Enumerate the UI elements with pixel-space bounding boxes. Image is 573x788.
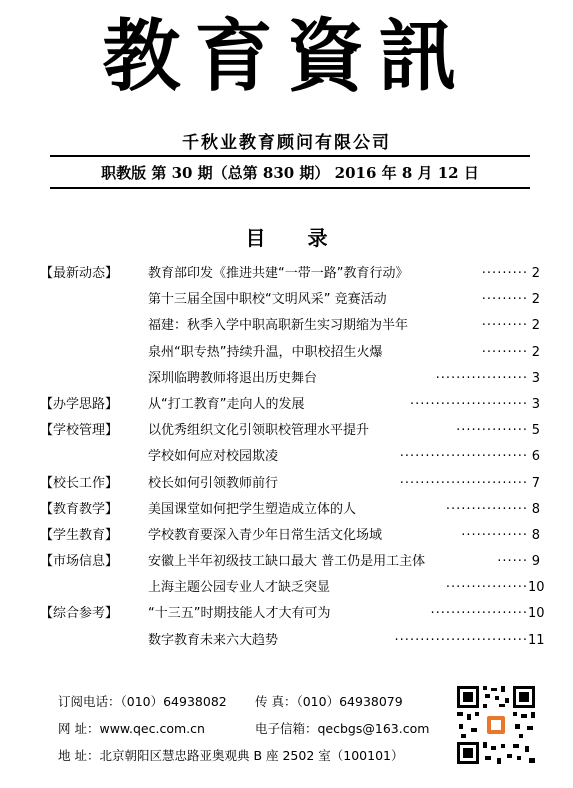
- issue-line: [50, 155, 530, 189]
- toc-leader: ·········: [481, 266, 528, 281]
- toc-entry-title: 数字教育未来六大趋势: [148, 632, 279, 648]
- toc-page-number: 8: [531, 527, 540, 543]
- toc-heading-char-2: 录: [307, 226, 328, 250]
- toc-leader: ················: [445, 580, 528, 596]
- toc-heading: [0, 222, 573, 251]
- toc-leader: ·········: [481, 344, 528, 360]
- contact-email[interactable]: 电子信箱：qecbgs@163.com: [255, 721, 430, 736]
- toc-row[interactable]: [40, 395, 540, 421]
- toc-page-number: 8: [531, 501, 540, 517]
- toc-row[interactable]: [40, 500, 540, 526]
- toc-row[interactable]: [40, 578, 545, 604]
- toc-leader: ···················: [430, 606, 528, 622]
- toc-row[interactable]: [40, 343, 540, 369]
- website-url[interactable]: 网 址：www.qec.com.cn: [58, 721, 205, 736]
- toc-entry-title: 安徽上半年初级技工缺口最大 普工仍是用工主体: [148, 554, 426, 570]
- toc-category: 【市场信息】: [40, 554, 119, 570]
- toc-category: 【校长工作】: [40, 475, 119, 491]
- toc-entry-title: 深圳临聘教师将退出历史舞台: [148, 370, 318, 386]
- toc-leader: ················: [445, 501, 528, 517]
- toc-page-number: 5: [531, 423, 540, 439]
- toc-page-number: 6: [531, 449, 540, 465]
- toc-page-number: 2: [531, 344, 540, 360]
- toc-page-number: 11: [528, 632, 545, 648]
- toc-category: 【学生教育】: [40, 527, 119, 543]
- toc-leader: ··················: [435, 370, 528, 386]
- qr-code-icon: [455, 684, 537, 766]
- toc-page-number: 3: [531, 370, 540, 386]
- toc-entry-title: 教育部印发《推进共建“一带一路”教育行动》: [148, 266, 409, 281]
- toc-leader: ······: [497, 554, 528, 570]
- toc-page-number: 2: [531, 292, 540, 308]
- toc-category: 【综合参考】: [40, 606, 119, 622]
- toc-entry-title: “十三五”时期技能人才大有可为: [148, 606, 331, 622]
- toc-row[interactable]: [40, 421, 540, 447]
- toc-entry-title: 学校如何应对校园欺凌: [148, 449, 279, 465]
- issue-info: 职教版 第 30 期（总第 830 期） 2016 年 8 月 12 日: [101, 163, 479, 182]
- toc-entry-title: 第十三届全国中职校“文明风采” 竞赛活动: [148, 292, 387, 308]
- toc-page-number: 10: [528, 606, 545, 622]
- toc-page-number: 10: [528, 580, 545, 596]
- toc-leader: ·············: [461, 527, 528, 543]
- toc-row[interactable]: [40, 369, 540, 395]
- toc-page-number: 3: [531, 396, 540, 412]
- toc-leader: ·························: [399, 475, 528, 491]
- toc-entry-title: 校长如何引领教师前行: [148, 475, 279, 491]
- toc-entry-title: 学校教育要深入青少年日常生活文化场域: [148, 527, 383, 543]
- toc-heading-char-1: 目: [245, 226, 266, 250]
- masthead-title: 教育資訊: [102, 11, 471, 102]
- toc-row[interactable]: [40, 604, 545, 630]
- toc-entry-title: 福建：秋季入学中职高职新生实习期缩为半年: [148, 318, 409, 334]
- toc-category: 【最新动态】: [40, 266, 119, 281]
- postal-address: 地 址：北京朝阳区慧忠路亚奥观典 B 座 2502 室（100101）: [58, 748, 404, 763]
- toc-page-number: 2: [531, 266, 540, 281]
- toc-row[interactable]: [40, 316, 540, 342]
- toc-row[interactable]: [40, 474, 540, 500]
- fax-number: 传 真：（010）64938079: [255, 694, 403, 709]
- toc-leader: ··············: [456, 423, 528, 439]
- toc-entry-title: 美国课堂如何把学生塑造成立体的人: [148, 501, 357, 517]
- toc-page-number: 2: [531, 318, 540, 334]
- toc-row[interactable]: [40, 552, 540, 578]
- toc-entry-title: 以优秀组织文化引领职校管理水平提升: [148, 423, 370, 439]
- toc-entry-title: 泉州“职专热”持续升温，中职校招生火爆: [148, 344, 383, 360]
- toc-entry-title: 从“打工教育”走向人的发展: [148, 396, 305, 412]
- toc-row[interactable]: [40, 290, 540, 316]
- toc-row[interactable]: [40, 526, 540, 552]
- toc-leader: ·······················: [409, 396, 528, 412]
- toc-leader: ·························: [399, 449, 528, 465]
- toc-category: 【办学思路】: [40, 396, 119, 412]
- table-of-contents: [40, 264, 545, 657]
- toc-leader: ·········: [481, 292, 528, 308]
- toc-leader: ·········: [481, 318, 528, 334]
- toc-category: 【学校管理】: [40, 423, 119, 439]
- toc-page-number: 7: [531, 475, 540, 491]
- toc-row[interactable]: [40, 264, 540, 290]
- toc-page-number: 9: [531, 554, 540, 570]
- subscription-phone: 订阅电话：（010）64938082: [58, 694, 227, 709]
- company-name: 千秋业教育顾问有限公司: [182, 133, 391, 153]
- toc-row[interactable]: [40, 631, 545, 657]
- toc-leader: ··························: [394, 632, 528, 648]
- toc-row[interactable]: [40, 447, 540, 473]
- toc-entry-title: 上海主题公园专业人才缺乏突显: [148, 580, 331, 596]
- toc-category: 【教育教学】: [40, 501, 119, 517]
